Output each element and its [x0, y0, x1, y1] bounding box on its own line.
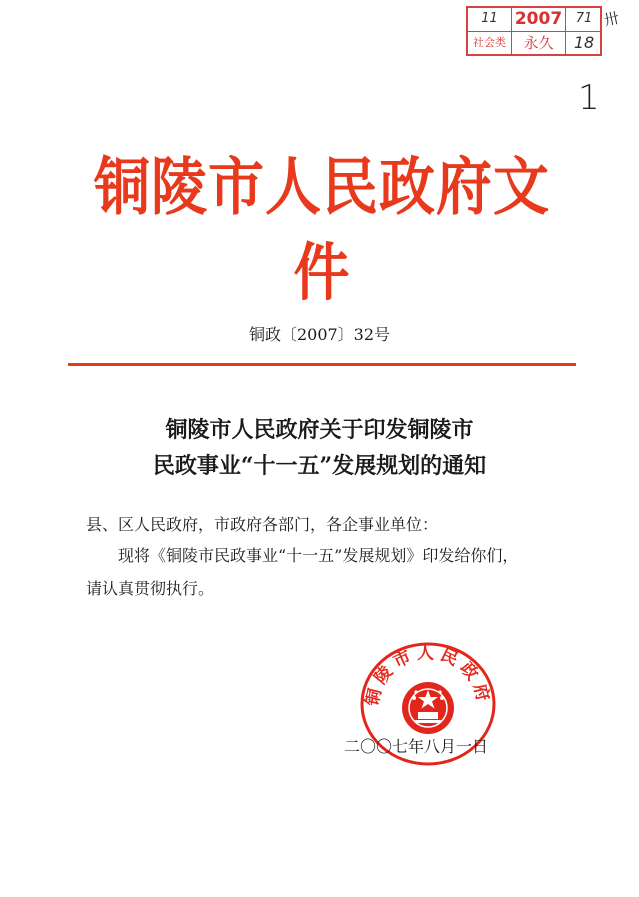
document-number: 铜政〔2007〕32号 — [248, 325, 391, 344]
archive-year: 2007 — [512, 8, 566, 31]
notice-title-line-2: 民政事业“十一五”发展规划的通知 — [152, 453, 487, 479]
notice-title — [0, 412, 639, 484]
body-paragraph-line-1: 现将《铜陵市民政事业“十一五”发展规划》印发给你们， — [118, 546, 519, 565]
addressee-line: 县、区人民政府，市政府各部门，各企事业单位： — [86, 515, 439, 534]
archive-retention: 永久 — [512, 32, 566, 55]
handwritten-margin-stroke: 1 — [578, 78, 600, 118]
archive-stamp-row-top — [468, 8, 600, 32]
header-divider-line — [68, 363, 576, 366]
national-emblem-icon — [402, 682, 454, 734]
archive-category: 社会类 — [468, 32, 512, 55]
seal-text: 铜陵市人民政府 — [362, 643, 494, 709]
handwritten-corner-mark: 卅 — [602, 8, 621, 30]
archive-item: 71 — [575, 11, 593, 26]
archive-stamp — [466, 6, 602, 56]
document-header-title: 铜陵市人民政府文件 — [94, 151, 550, 310]
notice-title-line-1: 铜陵市人民政府关于印发铜陵市 — [165, 417, 474, 443]
issue-date: 二〇〇七年八月一日 — [344, 737, 489, 756]
archive-stamp-row-bottom — [468, 32, 600, 55]
body-paragraph-line-2: 请认真贯彻执行。 — [86, 579, 215, 598]
archive-handwritten-number: 18 — [573, 33, 595, 52]
archive-volume: 11 — [468, 8, 512, 31]
